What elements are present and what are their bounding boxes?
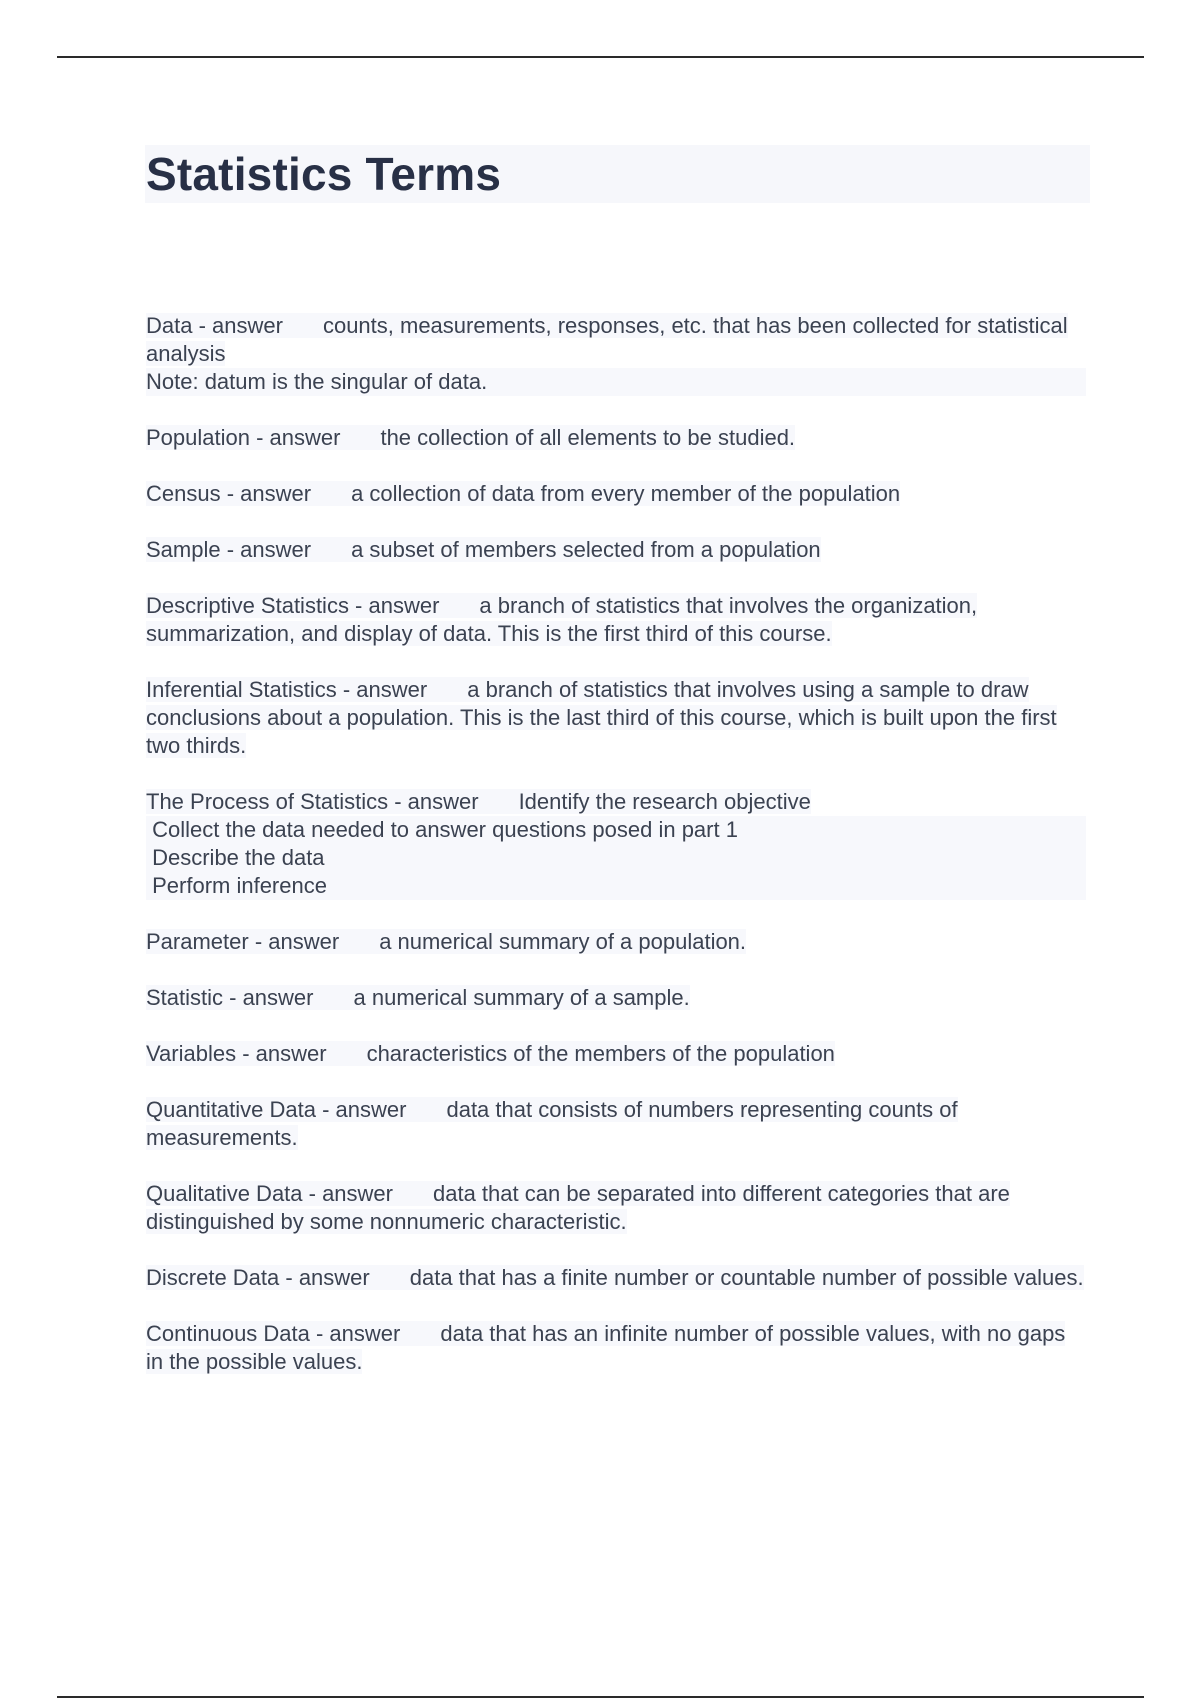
glossary-list [146, 312, 1086, 1404]
page-title: Statistics Terms [146, 148, 502, 200]
entry-note: Note: datum is the singular of data. [146, 368, 1086, 396]
glossary-entry [146, 592, 1086, 648]
process-step: Describe the data [146, 844, 1086, 872]
process-step: Collect the data needed to answer questions posed in part 1 [146, 816, 1086, 844]
glossary-entry [146, 928, 1086, 956]
entry-term: Data - answer [146, 313, 283, 338]
glossary-entry [146, 1096, 1086, 1152]
entry-definition: the collection of all elements to be studied. [380, 425, 796, 450]
entry-definition: data that consists of numbers representing counts of measurements. [146, 1097, 958, 1150]
glossary-entry [146, 788, 1086, 900]
entry-term: Descriptive Statistics - answer [146, 593, 440, 618]
glossary-entry [146, 1264, 1086, 1292]
entry-term: Population - answer [146, 425, 341, 450]
glossary-entry [146, 1040, 1086, 1068]
entry-definition: a branch of statistics that involves the organization, summarization, and display of data. This is the first third of this course. [146, 593, 978, 646]
entry-definition: data that has a finite number or countable number of possible values. [409, 1265, 1084, 1290]
entry-term: Census - answer [146, 481, 312, 506]
process-step: Perform inference [146, 872, 1086, 900]
entry-definition: a collection of data from every member of the population [351, 481, 901, 506]
glossary-entry [146, 536, 1086, 564]
entry-term: The Process of Statistics - answer [146, 789, 479, 814]
entry-definition: characteristics of the members of the population [366, 1041, 835, 1066]
entry-term: Variables - answer [146, 1041, 327, 1066]
glossary-entry [146, 312, 1086, 396]
entry-definition: a subset of members selected from a population [351, 537, 821, 562]
entry-term: Inferential Statistics - answer [146, 677, 428, 702]
entry-definition: Identify the research objective [518, 789, 811, 814]
glossary-entry [146, 424, 1086, 452]
glossary-entry [146, 1320, 1086, 1376]
glossary-entry [146, 1180, 1086, 1236]
bottom-rule [57, 1696, 1144, 1698]
glossary-entry [146, 984, 1086, 1012]
top-rule [57, 56, 1144, 58]
entry-term: Statistic - answer [146, 985, 314, 1010]
entry-definition: counts, measurements, responses, etc. that has been collected for statistical analysis [146, 313, 1068, 366]
entry-term: Quantitative Data - answer [146, 1097, 407, 1122]
entry-term: Discrete Data - answer [146, 1265, 370, 1290]
entry-definition: a numerical summary of a population. [379, 929, 747, 954]
glossary-entry [146, 480, 1086, 508]
entry-term: Continuous Data - answer [146, 1321, 401, 1346]
entry-definition: data that has an infinite number of possible values, with no gaps in the possible values. [146, 1321, 1066, 1374]
entry-term: Sample - answer [146, 537, 312, 562]
entry-definition: data that can be separated into different categories that are distinguished by some nonnumeric characteristic. [146, 1181, 1010, 1234]
entry-term: Parameter - answer [146, 929, 340, 954]
entry-term: Qualitative Data - answer [146, 1181, 393, 1206]
entry-definition: a numerical summary of a sample. [353, 985, 690, 1010]
glossary-entry [146, 676, 1086, 760]
entry-definition: a branch of statistics that involves using a sample to draw conclusions about a population. This is the last third of this course, which is built upon the first two thirds. [146, 677, 1057, 758]
